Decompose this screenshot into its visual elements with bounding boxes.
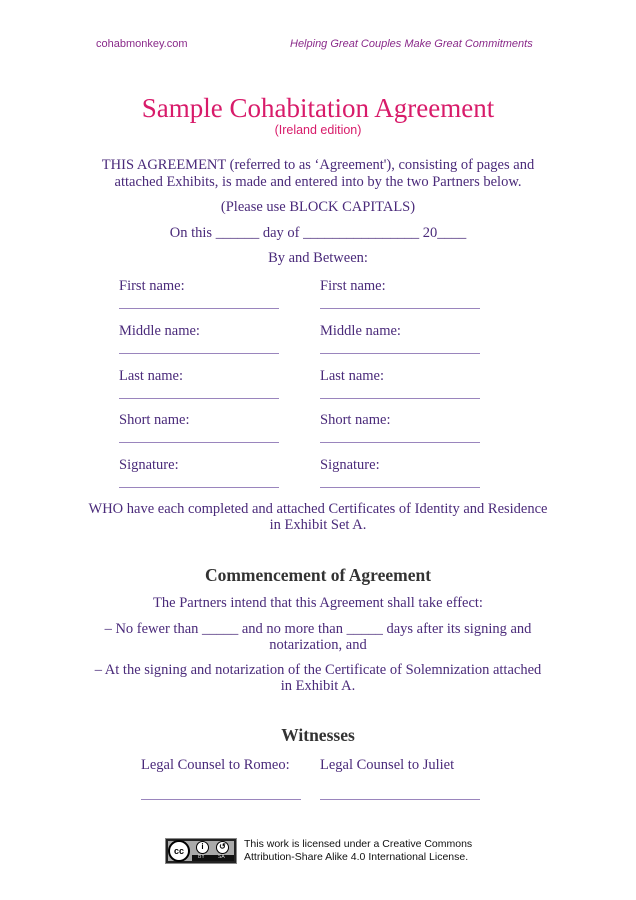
witness-left-signature-field[interactable] (141, 799, 301, 800)
commencement-intro: The Partners intend that this Agreement shall take effect: (153, 595, 483, 611)
commencement-clause-1-line-1: – No fewer than _____ and no more than _____ days after its signing and (104, 621, 532, 637)
intro-line-1: THIS AGREEMENT (referred to as ‘Agreement'), consisting of pages and (101, 157, 535, 173)
partner-right-short-name-label: Short name: (320, 412, 391, 428)
partner-right-middle-name-field[interactable] (320, 353, 480, 354)
who-line-2: in Exhibit Set A. (269, 517, 367, 533)
witness-right-signature-field[interactable] (320, 799, 480, 800)
partner-left-short-name-label: Short name: (119, 412, 190, 428)
partner-left-signature-field[interactable] (119, 487, 279, 488)
partner-left-last-name-label: Last name: (119, 368, 184, 384)
witness-left-label: Legal Counsel to Romeo: (141, 757, 290, 773)
commencement-clause-2-line-2: in Exhibit A. (280, 678, 356, 694)
partner-left-first-name-label: First name: (119, 278, 185, 294)
partner-left-middle-name-field[interactable] (119, 353, 279, 354)
witness-right-label: Legal Counsel to Juliet (320, 757, 455, 773)
witnesses-heading: Witnesses (281, 725, 355, 745)
license-line-2: Attribution-Share Alike 4.0 International License. (244, 851, 469, 863)
date-line: On this ______ day of ________________ 20____ (169, 225, 467, 241)
partner-right-short-name-field[interactable] (320, 442, 480, 443)
partner-right-last-name-label: Last name: (320, 368, 385, 384)
attribution-icon: i (196, 841, 209, 854)
who-line-1: WHO have each completed and attached Certificates of Identity and Residence (88, 501, 548, 517)
tagline: Helping Great Couples Make Great Commitments (290, 38, 533, 50)
partner-left-middle-name-label: Middle name: (119, 323, 200, 339)
partner-right-first-name-label: First name: (320, 278, 386, 294)
share-alike-icon: ↺ (216, 841, 229, 854)
by-and-between: By and Between: (268, 250, 368, 266)
license-text (244, 838, 472, 864)
license-line-1: This work is licensed under a Creative Commons (244, 838, 473, 850)
document-subtitle: (Ireland edition) (274, 123, 362, 137)
partner-right-last-name-field[interactable] (320, 398, 480, 399)
intro-line-2: attached Exhibits, is made and entered into by the two Partners below. (114, 174, 522, 190)
partner-left-signature-label: Signature: (119, 457, 179, 473)
partner-left-last-name-field[interactable] (119, 398, 279, 399)
commencement-clause-1-line-2: notarization, and (269, 637, 367, 653)
site-name: cohabmonkey.com (96, 38, 188, 50)
cc-strip (192, 855, 234, 861)
partner-left-first-name-field[interactable] (119, 308, 279, 309)
block-capitals-note: (Please use BLOCK CAPITALS) (220, 199, 416, 215)
by-label: BY (198, 854, 205, 860)
commencement-heading: Commencement of Agreement (204, 565, 432, 585)
creative-commons-badge[interactable] (165, 838, 237, 864)
commencement-clause-2-line-1: – At the signing and notarization of the Certificate of Solemnization attached (94, 662, 542, 678)
sa-label: SA (218, 854, 225, 860)
partner-right-signature-label: Signature: (320, 457, 380, 473)
document-title: Sample Cohabitation Agreement (141, 93, 495, 123)
partner-right-first-name-field[interactable] (320, 308, 480, 309)
partner-right-signature-field[interactable] (320, 487, 480, 488)
cc-icon: cc (168, 840, 190, 862)
partner-right-middle-name-label: Middle name: (320, 323, 401, 339)
partner-left-short-name-field[interactable] (119, 442, 279, 443)
